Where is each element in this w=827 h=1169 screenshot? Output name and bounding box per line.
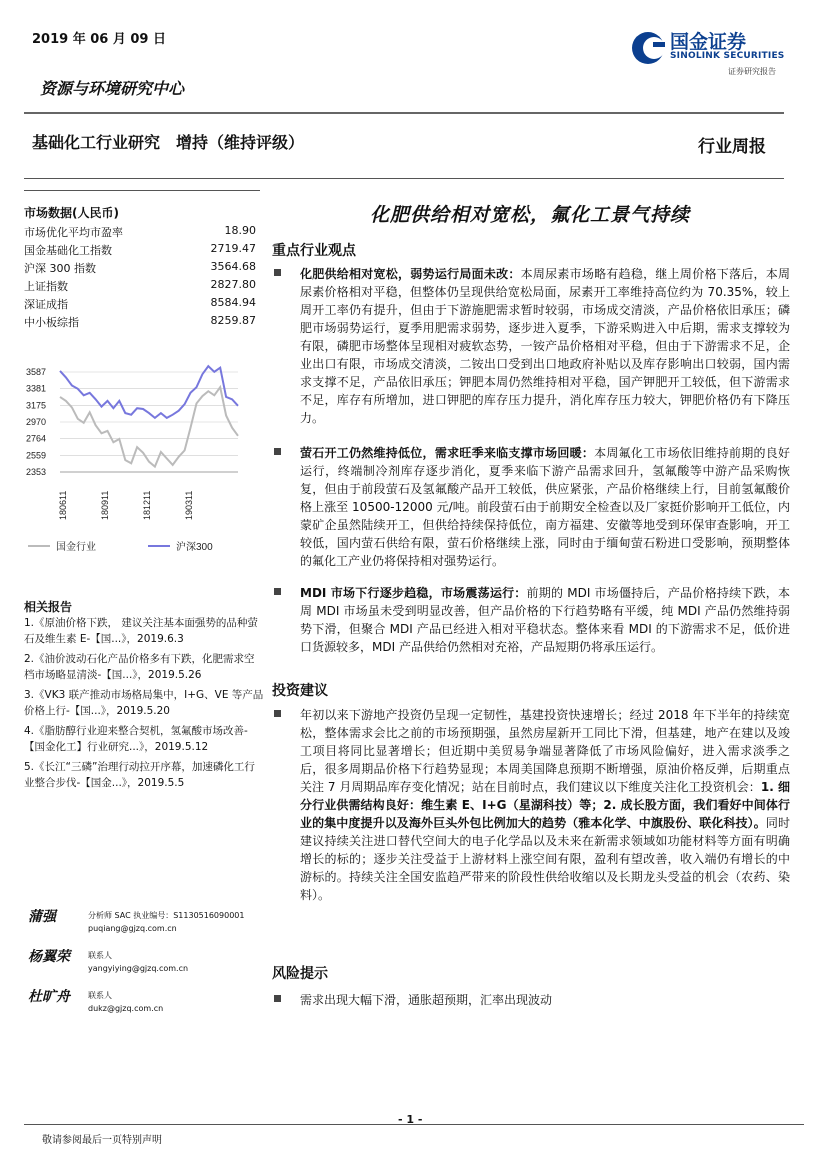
market-row xyxy=(24,242,256,258)
market-label: 国金基础化工指数 xyxy=(24,244,112,257)
bullet-icon xyxy=(274,710,281,717)
market-row xyxy=(24,278,256,294)
market-row xyxy=(24,224,256,240)
sidebar-divider xyxy=(24,190,260,191)
footer-note: 敬请参阅最后一页特别声明 xyxy=(42,1135,162,1146)
report-type: 行业周报 xyxy=(698,137,766,157)
analyst-info: 分析师 SAC 执业编号：S1130516090001 puqiang@gjzq.com.cn xyxy=(88,911,245,933)
page-number: - 1 - xyxy=(398,1113,423,1126)
report-date: 2019 年 06 月 09 日 xyxy=(32,32,166,47)
paragraph-investment: 年初以来下游地产投资仍呈现一定韧性，基建投资快速增长；经过 2018 年下半年的持续宽松，整体需求会比之前的市场预期强，虽然房屋新开工同比下滑，但基建，地产在建以及竣工项目将同比显著增长；但近期中美贸易争端显著降低了市场风险偏好，进入需求淡季之后，很多周期品价格下行趋势显现；本周美国降息预期不断增强，原油价格反弹，后期重点关注 7 月周期品库存变化情况；站在目前时点，我们建议以下维度关注化工投资机会：1. 细分行业供需结构良好：维生素 E、I+G（星湖科技）等；2. 成长股方面，我们看好中间体行业的集中度提升以及海外巨头外包比例加大的趋势（雅本化学、中旗股份、联化科技）。同时建议持续关注进口替代空间大的电子化学品以及未来在新需求领域如功能材料等方面有明确增长的标的；逐步关注受益于上游材料上涨空间有限，盈利有望改善，收入端仍有增长的中游标的。持续关注全国安监趋严带来的阶段性供给收缩以及长期龙头受益的机会（农药、染料）。 xyxy=(300,706,790,904)
market-value: 18.90 xyxy=(224,224,256,237)
analyst-name: 蒲强 xyxy=(28,909,56,925)
header-divider xyxy=(24,112,784,114)
market-label: 市场优化平均市盈率 xyxy=(24,226,123,239)
paragraph-fertilizer: 化肥供给相对宽松，弱势运行局面未改：本周尿素市场略有趋稳，继上周价格下落后，本周尿素价格相对平稳，但整体仍呈现供给宽松局面，尿素开工率维持高位约为 70.35%，较上周开工率仍有提升，但由于下游施肥需求暂时较弱，市场成交清淡，产品价格依旧承压；磷肥市场弱势运行，夏季用肥需求弱势，逐步进入夏季，下游采购进入中后期，需求支撑较为有限，磷肥市场整体呈现相对疲软态势，一铵产品价格相对平稳，但由于下游需求不足，企业出口有限，市场成交清淡，二铵出口受到出口地政府补贴以及库存影响出口较弱，国内需求支撑不足，产品依旧承压；钾肥本周仍然维持相对平稳，国产钾肥开工较低，但下游需求不足，库存有所增加，进口钾肥的库存压力提升，消化库存压力较大，钾肥价格仍有下降压力。 xyxy=(300,265,790,427)
report-title: 化肥供给相对宽松，氟化工景气持续 xyxy=(369,204,690,226)
logo-mark-icon xyxy=(630,28,670,68)
section-heading: 投资建议 xyxy=(272,683,328,699)
market-row xyxy=(24,314,256,330)
y-tick-label: 3587 xyxy=(26,367,47,377)
section-heading: 风险提示 xyxy=(272,966,328,982)
market-label: 沪深 300 指数 xyxy=(24,262,96,275)
analyst-name: 杨翼荣 xyxy=(28,949,70,965)
bullet-icon xyxy=(274,588,281,595)
analyst-name: 杜旷舟 xyxy=(28,989,70,1005)
analyst-info: 联系人 dukz@gjzq.com.cn xyxy=(88,991,164,1013)
market-data-title: 市场数据(人民币) xyxy=(24,206,119,220)
series-line xyxy=(60,366,238,418)
market-label: 中小板综指 xyxy=(24,316,79,329)
bullet-icon xyxy=(274,269,281,276)
y-tick-label: 2970 xyxy=(26,417,47,427)
market-value: 3564.68 xyxy=(210,260,256,273)
market-value: 2719.47 xyxy=(210,242,256,255)
title-divider xyxy=(24,178,784,179)
paragraph-risk: 需求出现大幅下滑，通胀超预期，汇率出现波动 xyxy=(300,991,790,1009)
y-tick-label: 2764 xyxy=(26,433,47,444)
legend-label: 沪深300 xyxy=(176,542,213,553)
logo-text-en: SINOLINK SECURITIES xyxy=(670,51,785,61)
report-category: 证券研究报告 xyxy=(728,67,776,76)
related-report-item[interactable]: 2.《油价波动石化产品价格多有下跌，化肥需求空档市场略显清淡-【国...》，2019.5.26 xyxy=(24,653,255,681)
related-report-item[interactable]: 1.《原油价格下跌， 建议关注基本面强势的品种萤石及维生素 E-【国...》，2019.6.3 xyxy=(24,617,258,645)
bullet-icon xyxy=(274,448,281,455)
paragraph-mdi: MDI 市场下行逐步趋稳，市场震荡运行：前期的 MDI 市场僵持后，产品价格持续下跌，本周 MDI 市场虽未受到明显改善，但产品价格的下行趋势略有平缓，纯 MDI 产品仍然维持弱势下滑，但聚合 MDI 产品已经进入相对平稳状态。整体来看 MDI 的下游需求不足，低价进口货源较多，MDI 产品供给仍然相对充裕，产品短期仍将承压运行。 xyxy=(300,584,790,656)
x-tick-label: 190311 xyxy=(184,490,194,520)
paragraph-fluorite: 萤石开工仍然维持低位，需求旺季来临支撑市场回暖：本周氟化工市场依旧维持前期的良好运行，终端制冷剂库存逐步消化，夏季来临下游产品需求回升，氢氟酸等中游产品采购恢复，但由于前段萤石及氢氟酸产品开工较低，供应紧张，产品价格继续上行，目前氢氟酸价格上涨至 10500-12000 元/吨。前段萤石由于前期安全检查以及厂家挺价影响开工低位，内蒙矿企虽然陆续开工，但供给持续保持低位，南方福建、安徽等地受到环保审查影响，开工较低，国内萤石供给有限，萤石价格继续上涨，同时由于缅甸萤石粉进口受影响，预期整体的氟化工产业仍将保持相对强势运行。 xyxy=(300,444,790,570)
market-value: 2827.80 xyxy=(210,278,256,291)
x-tick-label: 180611 xyxy=(58,490,68,520)
y-tick-label: 3175 xyxy=(26,400,47,411)
related-report-item[interactable]: 4.《脂肪醇行业迎来整合契机，氢氟酸市场改善-【国金化工】行业研究...》，2019.5.12 xyxy=(24,725,248,753)
market-value: 8259.87 xyxy=(210,314,256,327)
industry-rating: 基础化工行业研究 增持（维持评级） xyxy=(32,133,305,152)
market-value: 8584.94 xyxy=(210,296,256,309)
y-tick-label: 2559 xyxy=(26,450,47,461)
related-report-item[interactable]: 3.《VK3 联产推动市场格局集中，I+G、VE 等产品价格上行-【国...》，2019.5.20 xyxy=(24,689,264,717)
related-reports-title: 相关报告 xyxy=(24,600,73,614)
analyst-info: 联系人 yangyiying@gjzq.com.cn xyxy=(88,951,189,973)
logo-text-cn: 国金证券 xyxy=(670,31,747,53)
x-tick-label: 180911 xyxy=(100,490,110,520)
related-report-item[interactable]: 5.《长江“三磷”治理行动拉开序幕，加速磷化工行业整合步伐-【国金...》，2019.5.5 xyxy=(24,761,255,789)
market-label: 上证指数 xyxy=(24,280,68,293)
index-line-chart xyxy=(24,362,260,562)
series-line xyxy=(60,387,238,466)
x-tick-label: 181211 xyxy=(142,490,152,520)
section-heading: 重点行业观点 xyxy=(272,243,356,259)
footer-divider xyxy=(24,1124,804,1125)
market-label: 深证成指 xyxy=(24,298,68,311)
y-tick-label: 3381 xyxy=(26,383,47,394)
research-center: 资源与环境研究中心 xyxy=(40,79,185,98)
market-row xyxy=(24,296,256,312)
bullet-icon xyxy=(274,995,281,1002)
legend-label: 国金行业 xyxy=(56,542,96,553)
market-row xyxy=(24,260,256,276)
y-tick-label: 2353 xyxy=(26,467,47,477)
